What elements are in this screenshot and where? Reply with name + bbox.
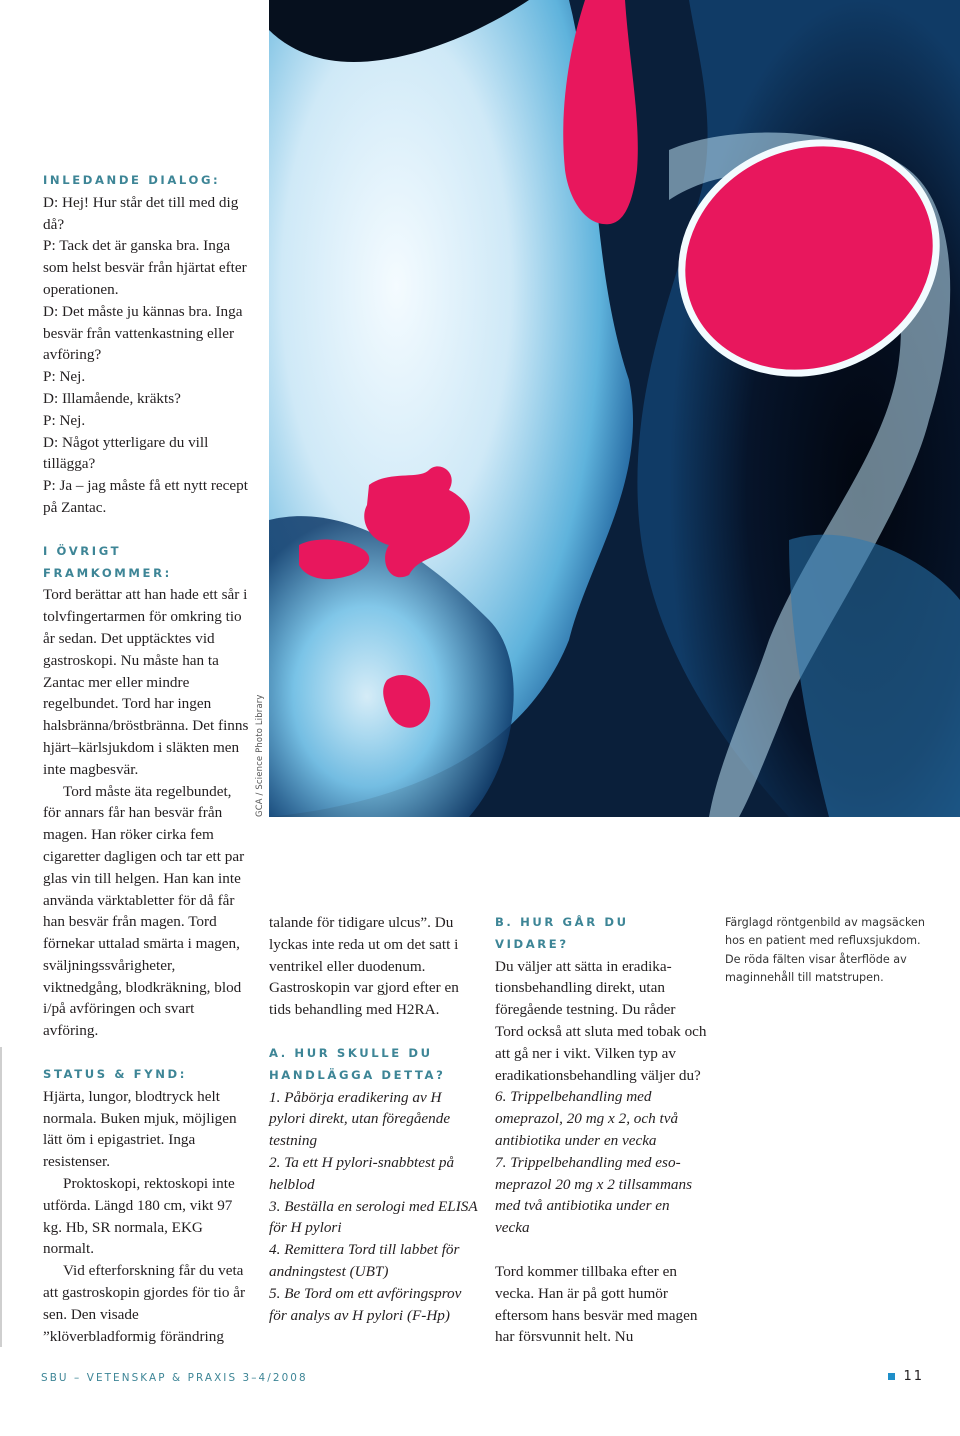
dialog-line: P: Nej. (43, 411, 86, 429)
option-5: 5. Be Tord om ett avföringsprov för analys av H pylori (F-Hp) (269, 1284, 462, 1324)
option-2: 2. Ta ett H pylori-snabbtest på helblod (269, 1153, 455, 1193)
column-2 (269, 912, 479, 1326)
footer-page-number-group (888, 1369, 924, 1384)
paragraph-b-followup: Tord kommer tillbaka efter en vecka. Han är på gott humör eftersom hans besvär med magen har försvunnit helt. Nu (495, 1262, 698, 1346)
column-3 (495, 912, 707, 1348)
dialog-line: P: Tack det är ganska bra. Inga som helst besvär från hjärtat efter operationen. (43, 237, 247, 298)
dialog-line: D: Hej! Hur står det till med dig då? (43, 193, 239, 233)
option-6: 6. Trippelbehandling med omeprazol, 20 mg x 2, och två antibiotika under en vecka (495, 1088, 679, 1149)
paragraph-status-1: Hjärta, lungor, blodtryck helt normala. Buken mjuk, möjligen lätt öm i epigastriet. Inga resistenser. (43, 1087, 237, 1171)
xray-image (269, 0, 960, 817)
photo-credit: GCA / Science Photo Library (254, 694, 264, 817)
dialog-line: D: Något ytterligare du vill tillägga? (43, 433, 209, 473)
column-1 (43, 170, 251, 1347)
paragraph-status-3: Vid efterforskning får du veta att gastroskopin gjordes för tio år sen. Den visade ”klöverbladformig förändring (43, 1262, 246, 1345)
footer-square-icon (888, 1373, 895, 1380)
paragraph-status-2: Proktoskopi, rektoskopi inte utförda. Längd 180 cm, vikt 97 kg. Hb, SR normala, EKG normalt. (43, 1175, 235, 1258)
heading-question-b: B. HUR GÅR DU VIDARE? (495, 915, 629, 951)
option-1: 1. Påbörja eradikering av H pylori direkt, utan föregående testning (269, 1088, 451, 1150)
heading-question-a: A. HUR SKULLE DU HANDLÄGGA DETTA? (269, 1045, 446, 1082)
dialog-line: D: Det måste ju kännas bra. Inga besvär från vattenkastning eller avföring? (43, 302, 243, 364)
option-3: 3. Beställa en serologi med ELISA för H pylori (269, 1197, 478, 1237)
paragraph-continuation: talande för tidigare ulcus”. Du lyckas inte reda ut om det satt i ventrikel eller duodenum. Gastroskopin var gjord efter en tids behandling med H2RA. (269, 914, 459, 1019)
image-caption: Färglagd röntgenbild av magsäcken hos en patient med refluxsjukdom. De röda fälten visar återflöde av maginnehåll till matstrupen. (725, 916, 925, 985)
paragraph-ovrigt-1: Tord berättar att han hade ett sår i tolvfingertarmen för omkring tio år sedan. Det upptäcktes vid gastroskopi. Nu måste han ta Zantac mer eller mindre regelbundet. Tord har ingen halsbränna/bröstbränna. Det finns hjärt–kärlsjukdom i släkten men inte magbesvär. (43, 586, 249, 778)
paragraph-b-intro: Du väljer att sätta in eradikationsbehandling direkt, utan föregående testning. Du råder Tord också att sluta med tobak och att gå ner i vikt. Vilken typ av eradikationsbehandling väljer du? (495, 957, 707, 1084)
heading-i-ovrigt-framkommer: I ÖVRIGT FRAMKOMMER: (43, 543, 172, 580)
heading-status-fynd: STATUS & FYND: (43, 1067, 187, 1082)
footer-publication: SBU – VETENSKAP & PRAXIS 3–4/2008 (41, 1372, 308, 1384)
option-4: 4. Remittera Tord till labbet för andningstest (UBT) (269, 1241, 460, 1280)
dialog-line: D: Illamående, kräkts? (43, 389, 181, 407)
page-number: 11 (903, 1369, 924, 1384)
option-7: 7. Trippelbehandling med esomeprazol 20 mg x 2 tillsammans med två antibiotika under en vecka (495, 1153, 693, 1237)
paragraph-ovrigt-2: Tord måste äta regelbundet, för annars får han besvär från magen. Han röker cirka fem cigaretter dagligen och tar ett par glas vin till helgen. Han kan inte använda värktabletter för då får han besvär från magen. Tord förnekar uttalad smärta i magen, sväljningssvårigheter, viktnedgång, blodkräkning, blod i/på avföringen och svart avföring. (43, 782, 245, 1040)
margin-rule (0, 1047, 2, 1347)
dialog-line: P: Nej. (43, 368, 86, 386)
heading-inledande-dialog: INLEDANDE DIALOG: (43, 173, 221, 187)
dialog-line: P: Ja – jag måste få ett nytt recept på Zantac. (43, 477, 248, 516)
